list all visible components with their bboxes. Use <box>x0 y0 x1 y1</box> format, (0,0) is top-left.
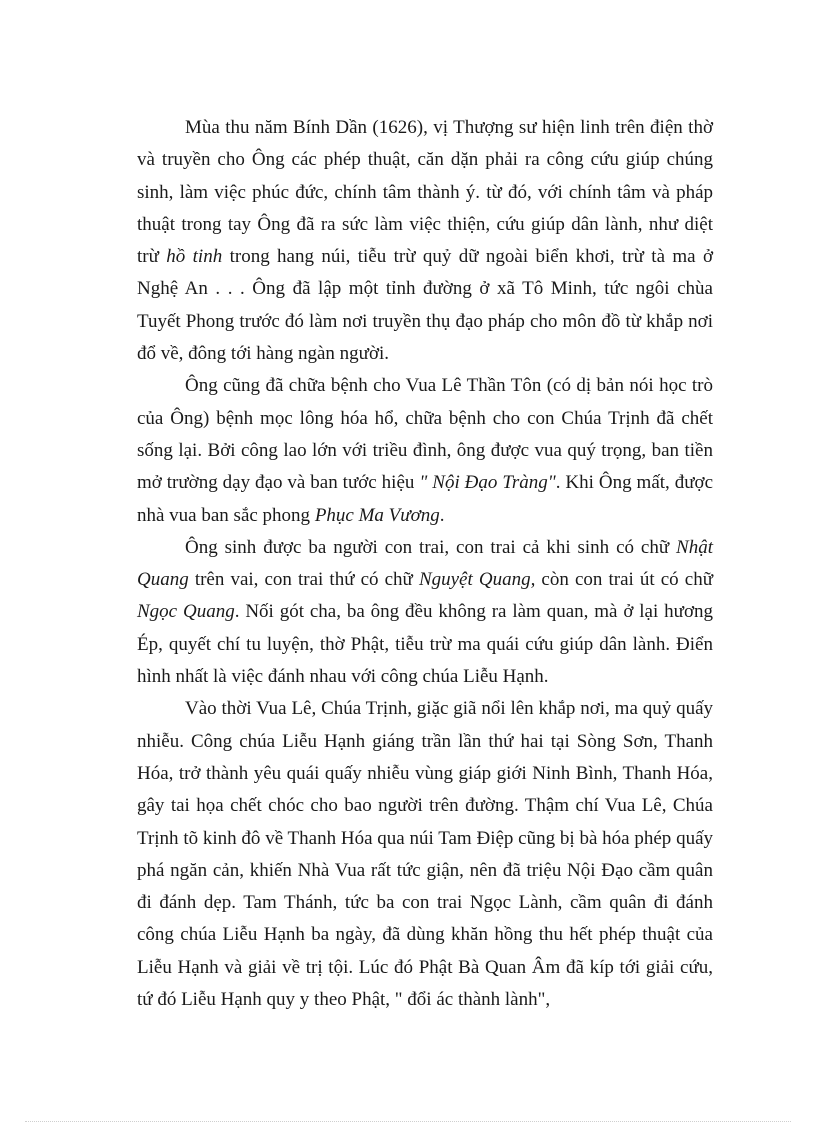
paragraph-1 <box>137 112 713 370</box>
italic-term-noi-dao-trang: " Nội Đạo Tràng" <box>419 472 556 494</box>
italic-term-nguyet-quang: Nguyệt Quang, <box>418 569 536 591</box>
paragraph-text: trong hang núi, tiễu trừ quỷ dữ ngoài biển khơi, trừ tà ma ở Nghệ An . . . Ông đã lập một tỉnh đường ở xã Tô Minh, tức ngôi chùa Tuyết Phong trước đó làm nơi truyền thụ đạo pháp cho môn đồ từ khắp nơi đổ về, đông tới hàng ngàn người. <box>137 246 714 365</box>
paragraph-text: Vào thời Vua Lê, Chúa Trịnh, giặc giã nổi lên khắp nơi, ma quỷ quấy nhiễu. Công chúa Liễu Hạnh giáng trần lần thứ hai tại Sòng Sơn, Thanh Hóa, trở thành yêu quái quấy nhiễu vùng giáp giới Ninh Bình, Thanh Hóa, gây tai họa chết chóc cho bao người trên đường. Thậm chí Vua Lê, Chúa Trịnh tõ kinh đô về Thanh Hóa qua núi Tam Điệp cũng bị bà hóa phép quấy phá ngăn cản, khiến Nhà Vua rất tức giận, nên đã triệu Nội Đạo cầm quân đi đánh dẹp. Tam Thánh, tức ba con trai Ngọc Lành, cầm quân đi đánh công chúa Liễu Hạnh ba ngày, đã dùng khăn hồng thu hết phép thuật của Liễu Hạnh và giải về trị tội. Lúc đó Phật Bà Quan Âm đã kíp tới giải cứu, tứ đó Liễu Hạnh quy y theo Phật, " đổi ác thành lành", <box>137 698 713 1011</box>
document-body <box>137 112 713 1016</box>
paragraph-4 <box>137 693 713 1016</box>
italic-term-phuc-ma-vuong: Phục Ma Vương <box>314 504 440 526</box>
paragraph-text: trên vai, con trai thứ có chữ <box>188 569 419 591</box>
paragraph-text: . Khi Ông mất, được nhà vua ban sắc phong <box>137 472 714 526</box>
paragraph-text: . <box>439 504 445 526</box>
italic-term-ho-tinh: hồ tinh <box>166 246 223 268</box>
italic-term-ngoc-quang: Ngọc Quang <box>137 601 235 623</box>
page-bottom-rule <box>25 1121 791 1122</box>
paragraph-text: còn con trai út có chữ <box>535 569 713 591</box>
paragraph-text: . Nối gót cha, ba ông đều không ra làm quan, mà ở lại hương Ép, quyết chí tu luyện, thờ Phật, tiễu trừ ma quái cứu giúp dân lành. Điển hình nhất là việc đánh nhau với công chúa Liễu Hạnh. <box>137 601 713 688</box>
paragraph-text: Ông cũng đã chữa bệnh cho Vua Lê Thần Tôn (có dị bản nói học trò của Ông) bệnh mọc lông hóa hổ, chữa bệnh cho con Chúa Trịnh đã chết sống lại. Bởi công lao lớn với triều đình, ông được vua quý trọng, ban tiền mở trường dạy đạo và ban tước hiệu <box>137 375 713 494</box>
paragraph-3 <box>137 532 713 693</box>
italic-term-nhat-quang: Nhật Quang <box>137 536 713 591</box>
paragraph-text: Ông sinh được ba người con trai, con trai cả khi sinh có chữ <box>185 536 677 558</box>
paragraph-2 <box>137 370 713 531</box>
paragraph-text: Mùa thu năm Bính Dần (1626), vị Thượng sư hiện linh trên điện thờ và truyền cho Ông các phép thuật, căn dặn phải ra công cứu giúp chúng sinh, làm việc phúc đức, chính tâm thành ý. từ đó, với chính tâm và pháp thuật trong tay Ông đã ra sức làm việc thiện, cứu giúp dân lành, như diệt trừ <box>137 117 713 268</box>
